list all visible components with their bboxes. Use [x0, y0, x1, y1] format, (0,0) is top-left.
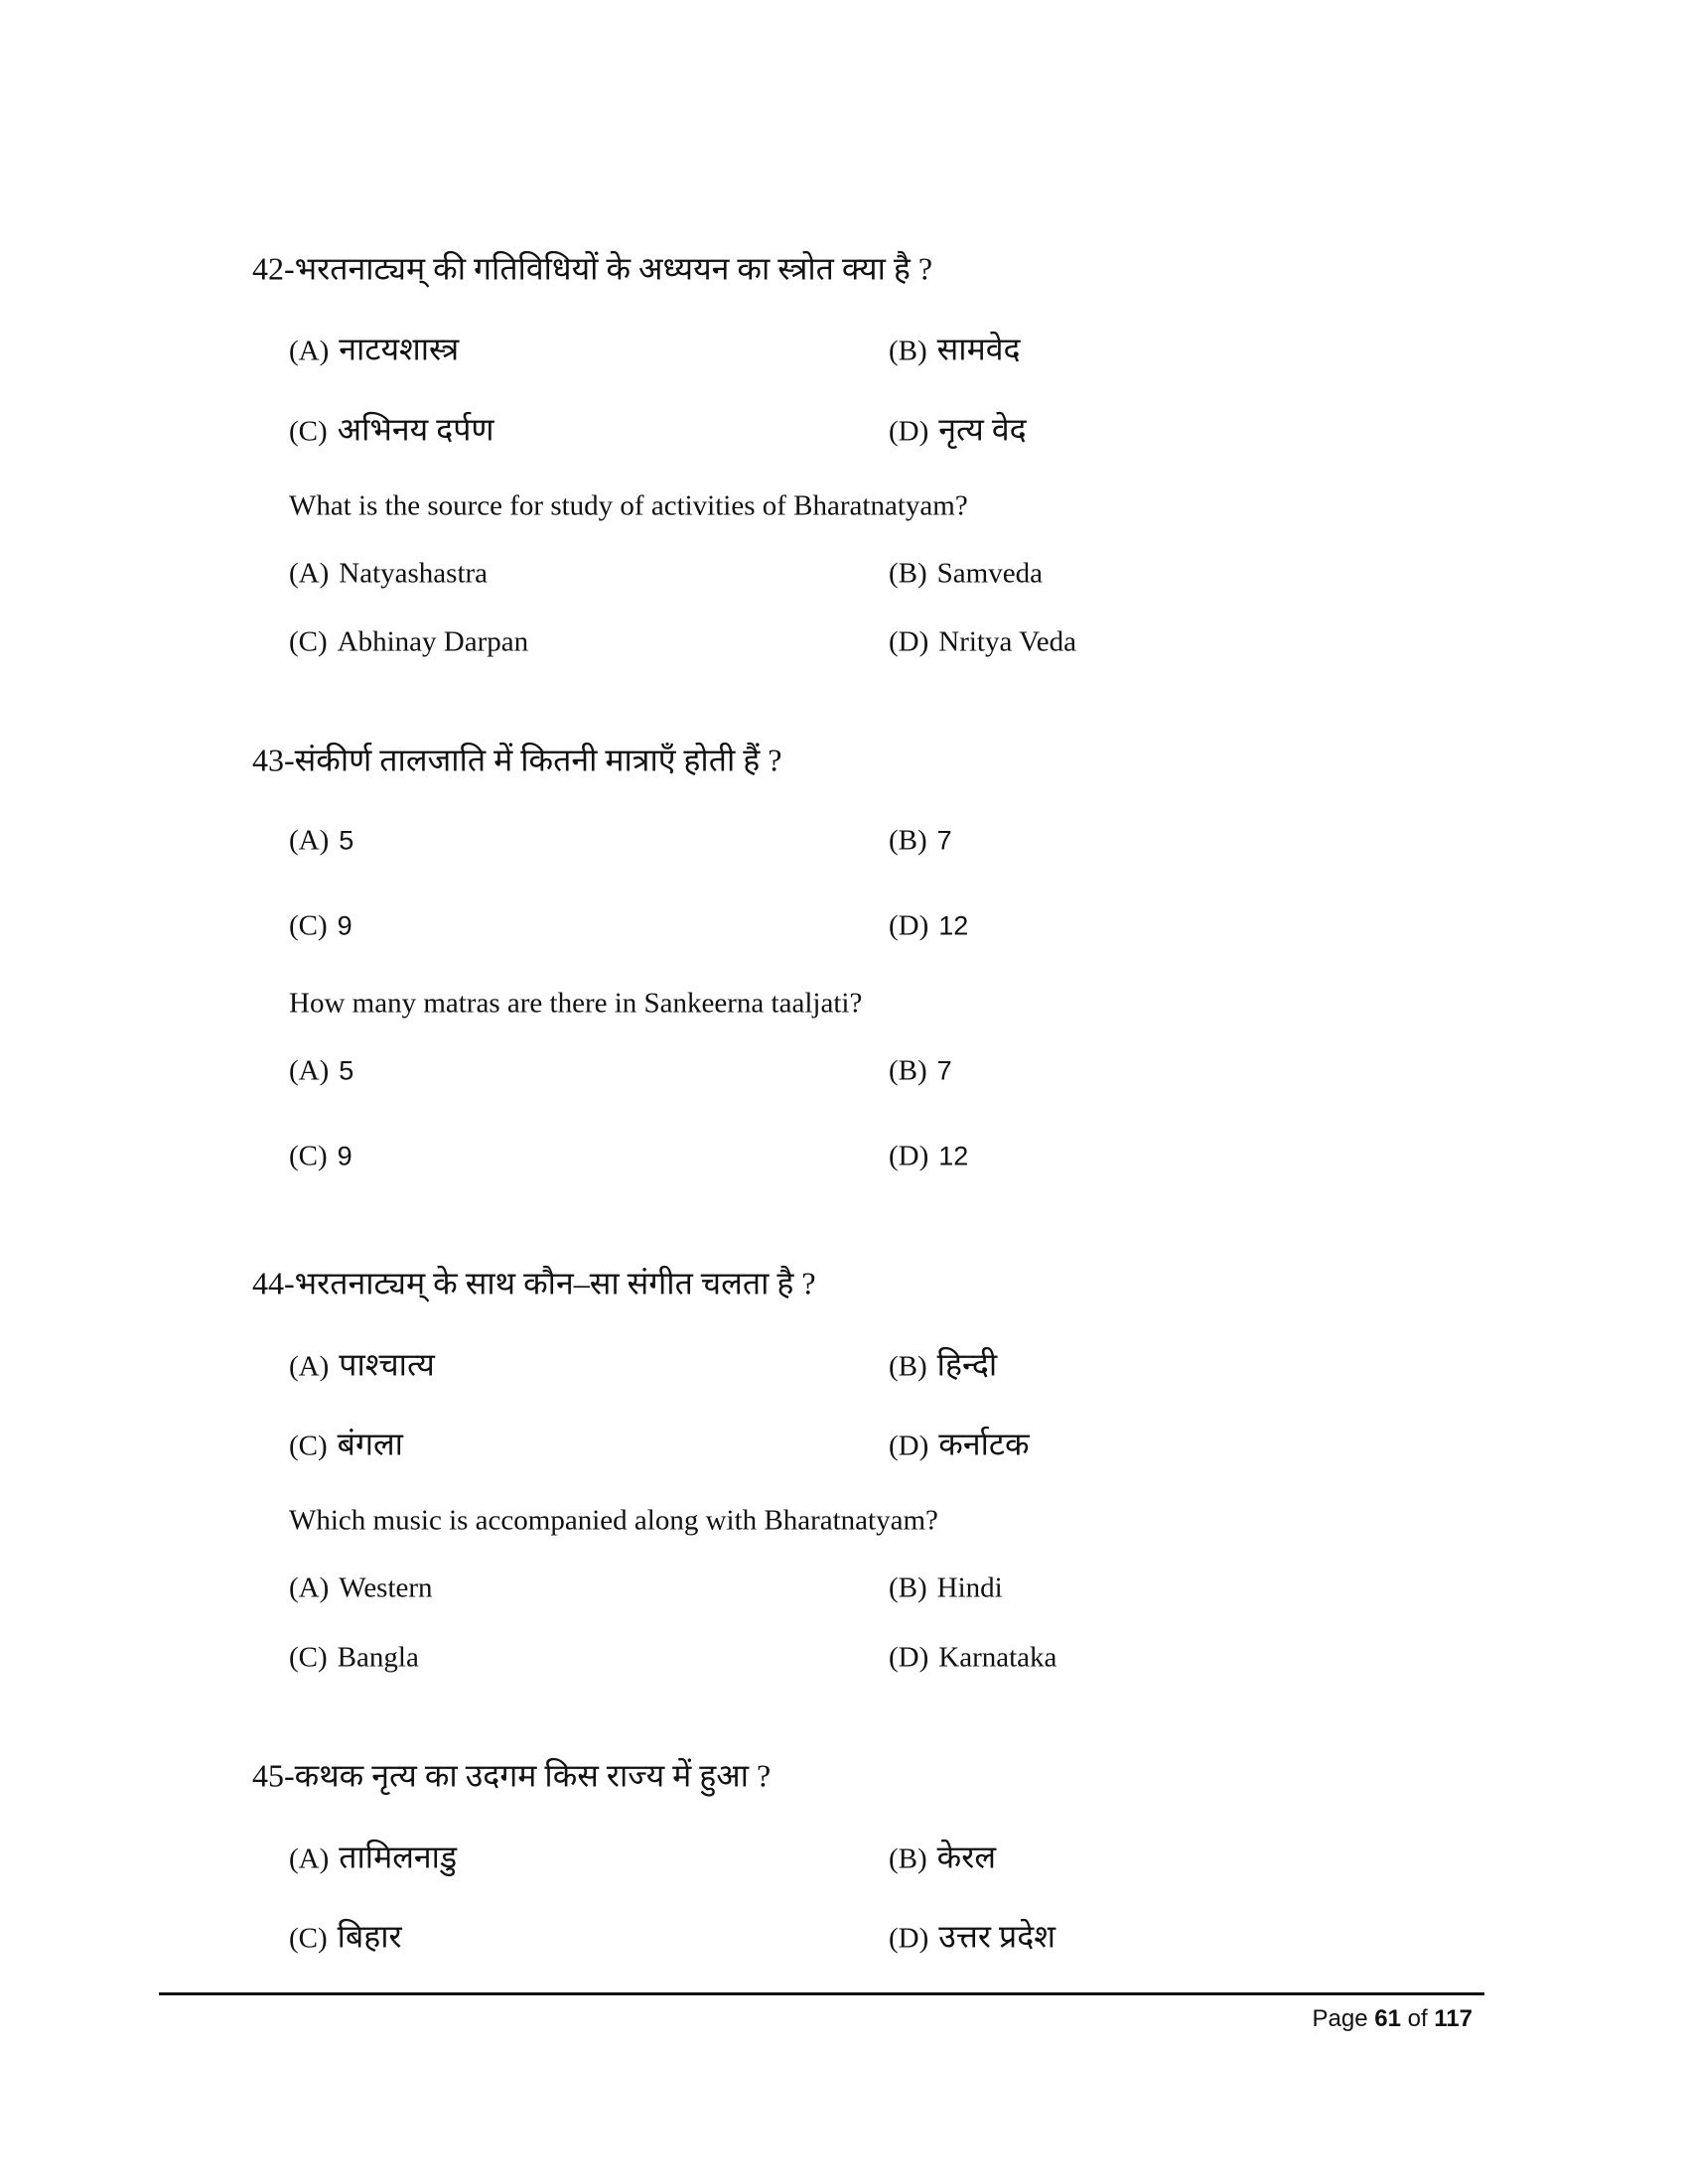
option-a [289, 825, 353, 858]
option-d [889, 626, 1076, 659]
option-label: (D) [889, 625, 929, 658]
current-page: 61 [1374, 2005, 1401, 2032]
option-label: (C) [289, 1641, 328, 1674]
option-text: हिन्दी [936, 1346, 998, 1383]
option-text: नृत्य वेद [938, 411, 1027, 448]
option-text: Samveda [936, 557, 1043, 590]
option-text: बिहार [337, 1918, 402, 1955]
option-text: 7 [936, 825, 952, 856]
option-b [889, 1055, 952, 1088]
option-label: (D) [889, 415, 929, 448]
option-text: अभिनय दर्पण [337, 411, 494, 448]
question-hindi: 42-भरतनाट्यम् की गतिविधियों के अध्ययन का स्त्रोत क्या है ? [252, 250, 933, 287]
option-text: Western [339, 1571, 433, 1604]
option-text: Bangla [337, 1641, 419, 1674]
option-label: (A) [289, 824, 330, 857]
option-b [889, 558, 1043, 591]
option-label: (B) [889, 1350, 927, 1383]
option-d [889, 1915, 1055, 1958]
option-b [889, 1572, 1003, 1605]
option-text: 5 [339, 825, 354, 856]
option-text: उत्तर प्रदेश [938, 1918, 1055, 1955]
option-text: 12 [938, 910, 969, 941]
option-label: (D) [889, 909, 929, 942]
option-text: तामिलनाडु [339, 1839, 458, 1875]
option-a [289, 1836, 457, 1878]
option-text: Nritya Veda [938, 625, 1077, 658]
option-d [889, 408, 1027, 451]
option-text: 7 [936, 1055, 952, 1086]
option-d [889, 1423, 1030, 1465]
option-text: Natyashastra [339, 557, 489, 590]
of-word: of [1407, 2005, 1428, 2032]
option-text: Karnataka [938, 1641, 1057, 1674]
question-hindi: 43-संकीर्ण तालजाति में कितनी मात्राएँ होती हैं ? [252, 742, 782, 778]
option-label: (C) [289, 1430, 328, 1462]
option-text: कर्नाटक [938, 1426, 1030, 1462]
option-label: (A) [289, 1843, 330, 1875]
total-pages: 117 [1434, 2005, 1473, 2032]
option-text: Hindi [936, 1571, 1003, 1604]
option-text: नाटयशास्त्र [339, 331, 460, 367]
option-label: (C) [289, 1140, 328, 1172]
option-a [289, 1572, 433, 1605]
option-label: (C) [289, 625, 328, 658]
option-c [289, 910, 352, 943]
option-text: 5 [339, 1055, 354, 1086]
option-d [889, 1141, 968, 1173]
option-label: (A) [289, 1054, 330, 1087]
option-a [289, 1055, 353, 1088]
option-b [889, 328, 1021, 370]
option-label: (D) [889, 1922, 929, 1955]
option-a [289, 1343, 435, 1386]
question-english: How many matras are there in Sankeerna taaljati? [289, 987, 863, 1020]
option-label: (C) [289, 415, 328, 448]
option-label: (C) [289, 909, 328, 942]
option-a [289, 558, 488, 591]
question-hindi: 44-भरतनाट्यम् के साथ कौन–सा संगीत चलता है ? [252, 1265, 816, 1301]
option-text: Abhinay Darpan [337, 625, 529, 658]
option-label: (C) [289, 1922, 328, 1955]
option-c [289, 626, 528, 659]
option-label: (B) [889, 1054, 927, 1087]
question-english: Which music is accompanied along with Bharatnatyam? [289, 1504, 938, 1537]
option-b [889, 825, 952, 858]
option-a [289, 328, 459, 370]
option-label: (A) [289, 1571, 330, 1604]
option-label: (B) [889, 1843, 927, 1875]
option-label: (B) [889, 557, 927, 590]
option-b [889, 1836, 996, 1878]
option-label: (B) [889, 335, 927, 367]
option-text: 9 [337, 910, 352, 941]
option-label: (A) [289, 1350, 330, 1383]
option-c [289, 408, 494, 451]
option-label: (B) [889, 1571, 927, 1604]
question-english: What is the source for study of activities of Bharatnatyam? [289, 489, 968, 522]
option-text: बंगला [337, 1426, 403, 1462]
option-d [889, 1642, 1056, 1675]
option-c [289, 1915, 402, 1958]
option-label: (D) [889, 1430, 929, 1462]
option-label: (B) [889, 824, 927, 857]
page-number [1312, 2005, 1473, 2033]
option-c [289, 1642, 419, 1675]
question-hindi: 45-कथक नृत्य का उदगम किस राज्य में हुआ ? [252, 1757, 772, 1794]
page-word: Page [1312, 2005, 1368, 2032]
option-label: (D) [889, 1641, 929, 1674]
option-d [889, 910, 968, 943]
option-label: (D) [889, 1140, 929, 1172]
option-text: 12 [938, 1141, 969, 1171]
option-text: पाश्चात्य [339, 1346, 435, 1383]
option-c [289, 1141, 352, 1173]
option-label: (A) [289, 335, 330, 367]
footer-divider [159, 1992, 1484, 1995]
option-text: 9 [337, 1141, 352, 1171]
option-text: केरल [936, 1839, 997, 1875]
option-text: सामवेद [936, 331, 1021, 367]
option-label: (A) [289, 557, 330, 590]
option-b [889, 1343, 997, 1386]
option-c [289, 1423, 403, 1465]
